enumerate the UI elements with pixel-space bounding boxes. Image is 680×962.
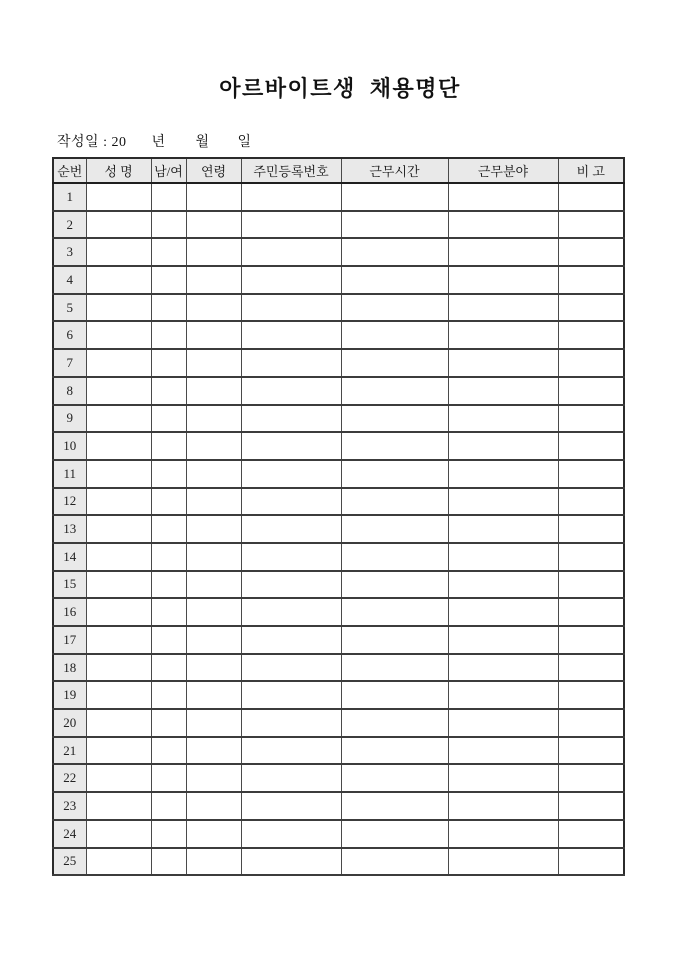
row-number: 13	[53, 515, 86, 543]
empty-cell-note	[558, 571, 624, 599]
empty-cell-note	[558, 654, 624, 682]
empty-cell-rrn	[241, 598, 341, 626]
row-number: 16	[53, 598, 86, 626]
empty-cell-gender	[151, 515, 186, 543]
empty-cell-gender	[151, 432, 186, 460]
empty-cell-name	[86, 211, 151, 239]
table-row	[53, 764, 624, 792]
empty-cell-note	[558, 598, 624, 626]
empty-cell-field	[448, 405, 558, 433]
empty-cell-rrn	[241, 377, 341, 405]
table-row	[53, 377, 624, 405]
empty-cell-field	[448, 681, 558, 709]
table-row	[53, 543, 624, 571]
empty-cell-name	[86, 405, 151, 433]
table-row	[53, 515, 624, 543]
empty-cell-age	[186, 488, 241, 516]
row-number: 11	[53, 460, 86, 488]
empty-cell-field	[448, 543, 558, 571]
empty-cell-gender	[151, 764, 186, 792]
empty-cell-rrn	[241, 792, 341, 820]
empty-cell-hours	[341, 432, 448, 460]
empty-cell-note	[558, 432, 624, 460]
table-row	[53, 626, 624, 654]
empty-cell-field	[448, 848, 558, 876]
empty-cell-field	[448, 266, 558, 294]
empty-cell-field	[448, 515, 558, 543]
empty-cell-hours	[341, 405, 448, 433]
empty-cell-gender	[151, 377, 186, 405]
empty-cell-gender	[151, 294, 186, 322]
empty-cell-note	[558, 377, 624, 405]
recruitment-roster-table	[52, 157, 625, 876]
empty-cell-age	[186, 405, 241, 433]
empty-cell-field	[448, 238, 558, 266]
empty-cell-field	[448, 737, 558, 765]
empty-cell-age	[186, 737, 241, 765]
empty-cell-rrn	[241, 681, 341, 709]
empty-cell-note	[558, 211, 624, 239]
empty-cell-field	[448, 183, 558, 211]
column-header-hours: 근무시간	[341, 158, 448, 183]
empty-cell-gender	[151, 681, 186, 709]
empty-cell-rrn	[241, 238, 341, 266]
empty-cell-name	[86, 460, 151, 488]
empty-cell-field	[448, 432, 558, 460]
empty-cell-age	[186, 183, 241, 211]
empty-cell-field	[448, 321, 558, 349]
empty-cell-hours	[341, 848, 448, 876]
empty-cell-name	[86, 515, 151, 543]
empty-cell-age	[186, 238, 241, 266]
empty-cell-age	[186, 294, 241, 322]
empty-cell-gender	[151, 349, 186, 377]
empty-cell-rrn	[241, 709, 341, 737]
empty-cell-name	[86, 709, 151, 737]
empty-cell-age	[186, 211, 241, 239]
empty-cell-rrn	[241, 571, 341, 599]
table-row	[53, 488, 624, 516]
table-row	[53, 349, 624, 377]
empty-cell-age	[186, 266, 241, 294]
empty-cell-hours	[341, 543, 448, 571]
empty-cell-field	[448, 654, 558, 682]
column-header-field: 근무분야	[448, 158, 558, 183]
table-row	[53, 681, 624, 709]
empty-cell-name	[86, 183, 151, 211]
row-number: 19	[53, 681, 86, 709]
row-number: 8	[53, 377, 86, 405]
empty-cell-hours	[341, 737, 448, 765]
empty-cell-field	[448, 709, 558, 737]
empty-cell-note	[558, 764, 624, 792]
empty-cell-rrn	[241, 405, 341, 433]
empty-cell-name	[86, 764, 151, 792]
empty-cell-name	[86, 321, 151, 349]
empty-cell-note	[558, 183, 624, 211]
empty-cell-hours	[341, 792, 448, 820]
empty-cell-note	[558, 737, 624, 765]
empty-cell-name	[86, 737, 151, 765]
empty-cell-gender	[151, 321, 186, 349]
empty-cell-field	[448, 294, 558, 322]
table-row	[53, 294, 624, 322]
empty-cell-age	[186, 515, 241, 543]
empty-cell-note	[558, 543, 624, 571]
table-row	[53, 321, 624, 349]
table-row	[53, 211, 624, 239]
empty-cell-rrn	[241, 211, 341, 239]
empty-cell-note	[558, 294, 624, 322]
table-body	[53, 183, 624, 875]
empty-cell-rrn	[241, 321, 341, 349]
empty-cell-rrn	[241, 654, 341, 682]
empty-cell-hours	[341, 266, 448, 294]
empty-cell-rrn	[241, 764, 341, 792]
table-row	[53, 848, 624, 876]
empty-cell-gender	[151, 709, 186, 737]
empty-cell-hours	[341, 626, 448, 654]
date-line	[57, 131, 252, 151]
column-header-name: 성 명	[86, 158, 151, 183]
empty-cell-field	[448, 820, 558, 848]
empty-cell-rrn	[241, 294, 341, 322]
empty-cell-gender	[151, 820, 186, 848]
table-row	[53, 183, 624, 211]
empty-cell-rrn	[241, 460, 341, 488]
empty-cell-hours	[341, 764, 448, 792]
empty-cell-field	[448, 571, 558, 599]
empty-cell-field	[448, 349, 558, 377]
table-header-row	[53, 158, 624, 183]
table-row	[53, 820, 624, 848]
empty-cell-hours	[341, 571, 448, 599]
empty-cell-age	[186, 460, 241, 488]
empty-cell-field	[448, 764, 558, 792]
empty-cell-note	[558, 238, 624, 266]
empty-cell-gender	[151, 266, 186, 294]
column-header-gender: 남/여	[151, 158, 186, 183]
date-prefix: 작성일 : 20	[57, 135, 127, 150]
empty-cell-gender	[151, 405, 186, 433]
empty-cell-age	[186, 432, 241, 460]
empty-cell-gender	[151, 460, 186, 488]
empty-cell-field	[448, 488, 558, 516]
empty-cell-note	[558, 460, 624, 488]
empty-cell-name	[86, 654, 151, 682]
empty-cell-rrn	[241, 488, 341, 516]
row-number: 22	[53, 764, 86, 792]
empty-cell-rrn	[241, 626, 341, 654]
empty-cell-name	[86, 598, 151, 626]
empty-cell-rrn	[241, 515, 341, 543]
empty-cell-hours	[341, 654, 448, 682]
empty-cell-hours	[341, 598, 448, 626]
row-number: 2	[53, 211, 86, 239]
empty-cell-field	[448, 211, 558, 239]
empty-cell-note	[558, 515, 624, 543]
empty-cell-age	[186, 571, 241, 599]
table-row	[53, 460, 624, 488]
empty-cell-age	[186, 654, 241, 682]
table-row	[53, 654, 624, 682]
column-header-age: 연령	[186, 158, 241, 183]
empty-cell-name	[86, 488, 151, 516]
empty-cell-hours	[341, 349, 448, 377]
table-row	[53, 709, 624, 737]
empty-cell-field	[448, 598, 558, 626]
empty-cell-hours	[341, 211, 448, 239]
empty-cell-hours	[341, 377, 448, 405]
row-number: 24	[53, 820, 86, 848]
empty-cell-field	[448, 626, 558, 654]
empty-cell-age	[186, 792, 241, 820]
empty-cell-name	[86, 238, 151, 266]
empty-cell-field	[448, 792, 558, 820]
empty-cell-note	[558, 848, 624, 876]
table-row	[53, 571, 624, 599]
row-number: 25	[53, 848, 86, 876]
empty-cell-age	[186, 349, 241, 377]
row-number: 7	[53, 349, 86, 377]
empty-cell-gender	[151, 571, 186, 599]
empty-cell-age	[186, 321, 241, 349]
row-number: 23	[53, 792, 86, 820]
empty-cell-gender	[151, 848, 186, 876]
empty-cell-rrn	[241, 432, 341, 460]
empty-cell-age	[186, 543, 241, 571]
empty-cell-name	[86, 820, 151, 848]
row-number: 10	[53, 432, 86, 460]
date-day-label: 일	[237, 135, 252, 150]
empty-cell-rrn	[241, 183, 341, 211]
empty-cell-hours	[341, 294, 448, 322]
empty-cell-rrn	[241, 820, 341, 848]
empty-cell-rrn	[241, 543, 341, 571]
empty-cell-rrn	[241, 349, 341, 377]
empty-cell-age	[186, 820, 241, 848]
row-number: 18	[53, 654, 86, 682]
row-number: 9	[53, 405, 86, 433]
empty-cell-name	[86, 626, 151, 654]
empty-cell-note	[558, 681, 624, 709]
empty-cell-note	[558, 820, 624, 848]
row-number: 21	[53, 737, 86, 765]
empty-cell-gender	[151, 792, 186, 820]
empty-cell-field	[448, 377, 558, 405]
empty-cell-name	[86, 349, 151, 377]
empty-cell-hours	[341, 681, 448, 709]
empty-cell-note	[558, 709, 624, 737]
empty-cell-age	[186, 626, 241, 654]
empty-cell-age	[186, 377, 241, 405]
empty-cell-rrn	[241, 737, 341, 765]
empty-cell-note	[558, 349, 624, 377]
empty-cell-name	[86, 571, 151, 599]
empty-cell-gender	[151, 737, 186, 765]
empty-cell-rrn	[241, 266, 341, 294]
row-number: 4	[53, 266, 86, 294]
table-row	[53, 737, 624, 765]
row-number: 5	[53, 294, 86, 322]
empty-cell-gender	[151, 488, 186, 516]
empty-cell-hours	[341, 321, 448, 349]
row-number: 1	[53, 183, 86, 211]
empty-cell-gender	[151, 211, 186, 239]
empty-cell-hours	[341, 820, 448, 848]
empty-cell-gender	[151, 654, 186, 682]
row-number: 15	[53, 571, 86, 599]
empty-cell-rrn	[241, 848, 341, 876]
empty-cell-name	[86, 848, 151, 876]
row-number: 6	[53, 321, 86, 349]
row-number: 20	[53, 709, 86, 737]
column-header-note: 비 고	[558, 158, 624, 183]
empty-cell-hours	[341, 460, 448, 488]
column-header-rrn: 주민등록번호	[241, 158, 341, 183]
empty-cell-note	[558, 626, 624, 654]
empty-cell-hours	[341, 515, 448, 543]
empty-cell-name	[86, 377, 151, 405]
empty-cell-hours	[341, 709, 448, 737]
page-title: 아르바이트생 채용명단	[219, 76, 461, 101]
empty-cell-hours	[341, 488, 448, 516]
empty-cell-gender	[151, 598, 186, 626]
empty-cell-name	[86, 294, 151, 322]
empty-cell-note	[558, 792, 624, 820]
empty-cell-note	[558, 405, 624, 433]
row-number: 3	[53, 238, 86, 266]
empty-cell-note	[558, 266, 624, 294]
row-number: 12	[53, 488, 86, 516]
empty-cell-note	[558, 321, 624, 349]
empty-cell-age	[186, 709, 241, 737]
empty-cell-age	[186, 848, 241, 876]
empty-cell-hours	[341, 238, 448, 266]
table-row	[53, 432, 624, 460]
empty-cell-age	[186, 598, 241, 626]
empty-cell-field	[448, 460, 558, 488]
table-row	[53, 792, 624, 820]
empty-cell-name	[86, 266, 151, 294]
empty-cell-note	[558, 488, 624, 516]
empty-cell-name	[86, 792, 151, 820]
empty-cell-gender	[151, 626, 186, 654]
empty-cell-gender	[151, 543, 186, 571]
date-year-label: 년	[151, 135, 166, 150]
empty-cell-hours	[341, 183, 448, 211]
table-row	[53, 405, 624, 433]
empty-cell-age	[186, 681, 241, 709]
empty-cell-gender	[151, 238, 186, 266]
table-row	[53, 266, 624, 294]
column-header-seq: 순번	[53, 158, 86, 183]
date-month-label: 월	[195, 135, 210, 150]
empty-cell-name	[86, 543, 151, 571]
empty-cell-gender	[151, 183, 186, 211]
empty-cell-age	[186, 764, 241, 792]
table-row	[53, 238, 624, 266]
table-row	[53, 598, 624, 626]
empty-cell-name	[86, 681, 151, 709]
row-number: 14	[53, 543, 86, 571]
row-number: 17	[53, 626, 86, 654]
empty-cell-name	[86, 432, 151, 460]
